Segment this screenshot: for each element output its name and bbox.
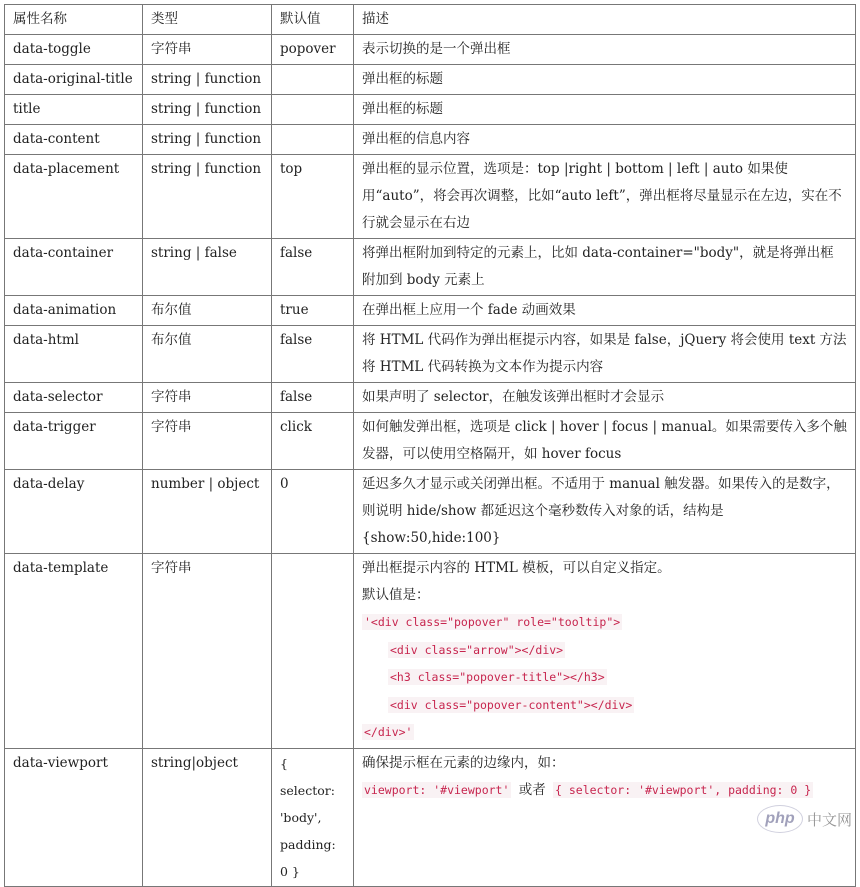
attr-default: false — [272, 326, 354, 383]
table-row — [5, 470, 856, 554]
attr-desc: 将弹出框附加到特定的元素上，比如 data-container="body"，就是将弹出框附加到 body 元素上 — [354, 239, 856, 296]
attr-default: popover — [272, 35, 354, 65]
attr-desc: 弹出框的信息内容 — [354, 125, 856, 155]
attr-type: 布尔值 — [143, 296, 272, 326]
attr-type: string | function — [143, 155, 272, 239]
attr-name: data-viewport — [5, 748, 143, 886]
table-row — [5, 296, 856, 326]
attr-desc: 延迟多久才显示或关闭弹出框。不适用于 manual 触发器。如果传入的是数字，则说明 hide/show 都延迟这个毫秒数传入对象的话，结构是{show:50,hide:100} — [354, 470, 856, 554]
attr-type: string | function — [143, 125, 272, 155]
template-desc-line1: 弹出框提示内容的 HTML 模板，可以自定义指定。 — [362, 560, 671, 576]
attr-desc: 表示切换的是一个弹出框 — [354, 35, 856, 65]
table-row — [5, 383, 856, 413]
table-row — [5, 125, 856, 155]
attr-name: data-placement — [5, 155, 143, 239]
table-row — [5, 239, 856, 296]
code-viewport-a: viewport: '#viewport' — [364, 782, 510, 797]
attr-desc: 将 HTML 代码作为弹出框提示内容，如果是 false，jQuery 将会使用 text 方法将 HTML 代码转换为文本作为提示内容 — [354, 326, 856, 383]
attr-name: data-toggle — [5, 35, 143, 65]
header-desc: 描述 — [354, 5, 856, 35]
code-line: <h3 class="popover-title"></h3> — [390, 670, 605, 684]
template-desc-line2: 默认值是： — [362, 587, 430, 603]
attr-type: 字符串 — [143, 383, 272, 413]
attr-type: 字符串 — [143, 413, 272, 470]
code-line: '<div class="popover" role="tooltip"> — [364, 615, 621, 629]
attr-default — [272, 65, 354, 95]
header-name: 属性名称 — [5, 5, 143, 35]
table-row — [5, 95, 856, 125]
attr-name: data-animation — [5, 296, 143, 326]
or-text: 或者 — [518, 781, 546, 798]
table-row-template — [5, 554, 856, 749]
attr-default: true — [272, 296, 354, 326]
attr-default — [272, 554, 354, 749]
attr-default: false — [272, 239, 354, 296]
attr-default — [272, 125, 354, 155]
code-line: <div class="popover-content"></div> — [390, 697, 633, 712]
table-row — [5, 155, 856, 239]
attr-name: data-content — [5, 125, 143, 155]
table-body — [5, 35, 856, 887]
attr-type: 字符串 — [143, 554, 272, 749]
attr-default — [272, 95, 354, 125]
attr-default: { selector: 'body', padding: 0 } — [272, 748, 354, 886]
header-type: 类型 — [143, 5, 272, 35]
php-logo-icon: php — [757, 805, 803, 833]
attr-default: click — [272, 413, 354, 470]
attr-type: number | object — [143, 470, 272, 554]
attr-type: string | function — [143, 65, 272, 95]
attr-desc: 弹出框的显示位置，选项是：top |right | bottom | left | auto 如果使用“auto”，将会再次调整，比如“auto left”，弹出框将尽量显示在左边，实在不行就会显示在右边 — [354, 155, 856, 239]
attr-name: data-delay — [5, 470, 143, 554]
attr-type: 布尔值 — [143, 326, 272, 383]
attr-type: 字符串 — [143, 35, 272, 65]
attr-desc: 弹出框的标题 — [354, 95, 856, 125]
table-row — [5, 65, 856, 95]
header-default: 默认值 — [272, 5, 354, 35]
watermark — [757, 805, 852, 833]
attr-name: title — [5, 95, 143, 125]
attribute-table — [4, 4, 856, 887]
attr-name: data-container — [5, 239, 143, 296]
code-viewport-b: { selector: '#viewport', padding: 0 } — [555, 782, 812, 797]
attr-type: string | function — [143, 95, 272, 125]
attr-default: 0 — [272, 470, 354, 554]
attr-name: data-trigger — [5, 413, 143, 470]
viewport-example — [362, 777, 847, 804]
code-line: <div class="arrow"></div> — [390, 642, 564, 657]
table-row-viewport — [5, 748, 856, 886]
table-row — [5, 413, 856, 470]
table-row — [5, 326, 856, 383]
table-row — [5, 35, 856, 65]
attr-desc: 如果声明了 selector，在触发该弹出框时才会显示 — [354, 383, 856, 413]
code-line: </div>' — [364, 725, 413, 739]
attr-default: false — [272, 383, 354, 413]
attr-name: data-selector — [5, 383, 143, 413]
viewport-desc-line1: 确保提示框在元素的边缘内，如： — [362, 754, 565, 771]
attr-type: string|object — [143, 748, 272, 886]
header-row — [5, 5, 856, 35]
attr-name: data-html — [5, 326, 143, 383]
attr-desc: 如何触发弹出框，选项是 click | hover | focus | manual。如果需要传入多个触发器，可以使用空格隔开，如 hover focus — [354, 413, 856, 470]
attr-desc: 在弹出框上应用一个 fade 动画效果 — [354, 296, 856, 326]
attr-desc — [354, 554, 856, 749]
attr-name: data-original-title — [5, 65, 143, 95]
attr-type: string | false — [143, 239, 272, 296]
attr-default: top — [272, 155, 354, 239]
attr-desc: 弹出框的标题 — [354, 65, 856, 95]
watermark-text: 中文网 — [806, 811, 852, 829]
attr-name: data-template — [5, 554, 143, 749]
